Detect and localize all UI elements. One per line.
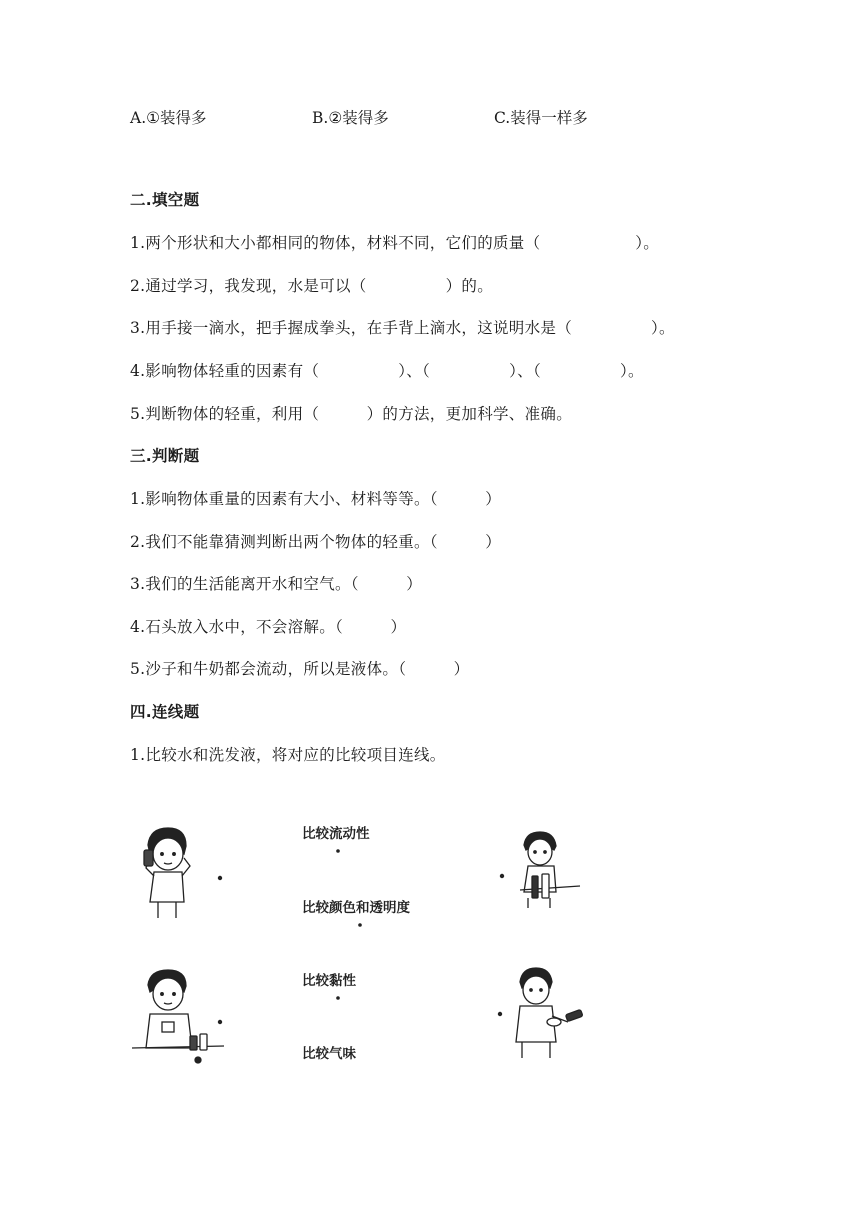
dot-marker: [500, 874, 504, 878]
option-a: A.①装得多: [130, 109, 207, 127]
question-item: 3.我们的生活能离开水和空气。（ ）: [130, 575, 423, 593]
dot-marker: [336, 996, 340, 1000]
question-item: 5.沙子和牛奶都会流动，所以是液体。（ ）: [130, 660, 470, 678]
label-color-transparency: 比较颜色和透明度: [302, 900, 410, 916]
dot-marker: [218, 1020, 222, 1024]
question-item: 1.两个形状和大小都相同的物体，材料不同，它们的质量（ ）。: [130, 234, 660, 252]
label-smell: 比较气味: [302, 1046, 356, 1062]
option-c: C.装得一样多: [494, 109, 588, 127]
child-comparing-icon: [520, 832, 580, 908]
dot-marker: [498, 1012, 502, 1016]
question-item: 4.影响物体轻重的因素有（ ）、（ ）、（ ）。: [130, 362, 644, 380]
section-title-true-false: 三.判断题: [130, 447, 200, 465]
option-b: B.②装得多: [312, 109, 389, 127]
matching-figure: [128, 810, 608, 1080]
child-observing-icon: [144, 828, 190, 918]
dot-marker: [358, 923, 362, 927]
child-table-icon: [132, 970, 224, 1063]
question-item: 5.判断物体的轻重，利用（ ）的方法，更加科学、准确。: [130, 405, 572, 423]
question-item: 1.影响物体重量的因素有大小、材料等等。（ ）: [130, 490, 502, 508]
child-pouring-icon: [516, 968, 583, 1058]
question-item: 1.比较水和洗发液，将对应的比较项目连线。: [130, 746, 446, 764]
dot-marker: [218, 876, 222, 880]
label-viscosity: 比较黏性: [302, 973, 356, 989]
section-title-fill-blank: 二.填空题: [130, 191, 200, 209]
question-item: 2.通过学习，我发现，水是可以（ ）的。: [130, 277, 493, 295]
question-item: 4.石头放入水中，不会溶解。（ ）: [130, 618, 407, 636]
question-item: 3.用手接一滴水，把手握成拳头，在手背上滴水，这说明水是（ ）。: [130, 319, 675, 337]
question-item: 2.我们不能靠猜测判断出两个物体的轻重。（ ）: [130, 533, 502, 551]
section-title-matching: 四.连线题: [130, 703, 200, 721]
dot-marker: [336, 849, 340, 853]
label-flow: 比较流动性: [302, 826, 370, 842]
